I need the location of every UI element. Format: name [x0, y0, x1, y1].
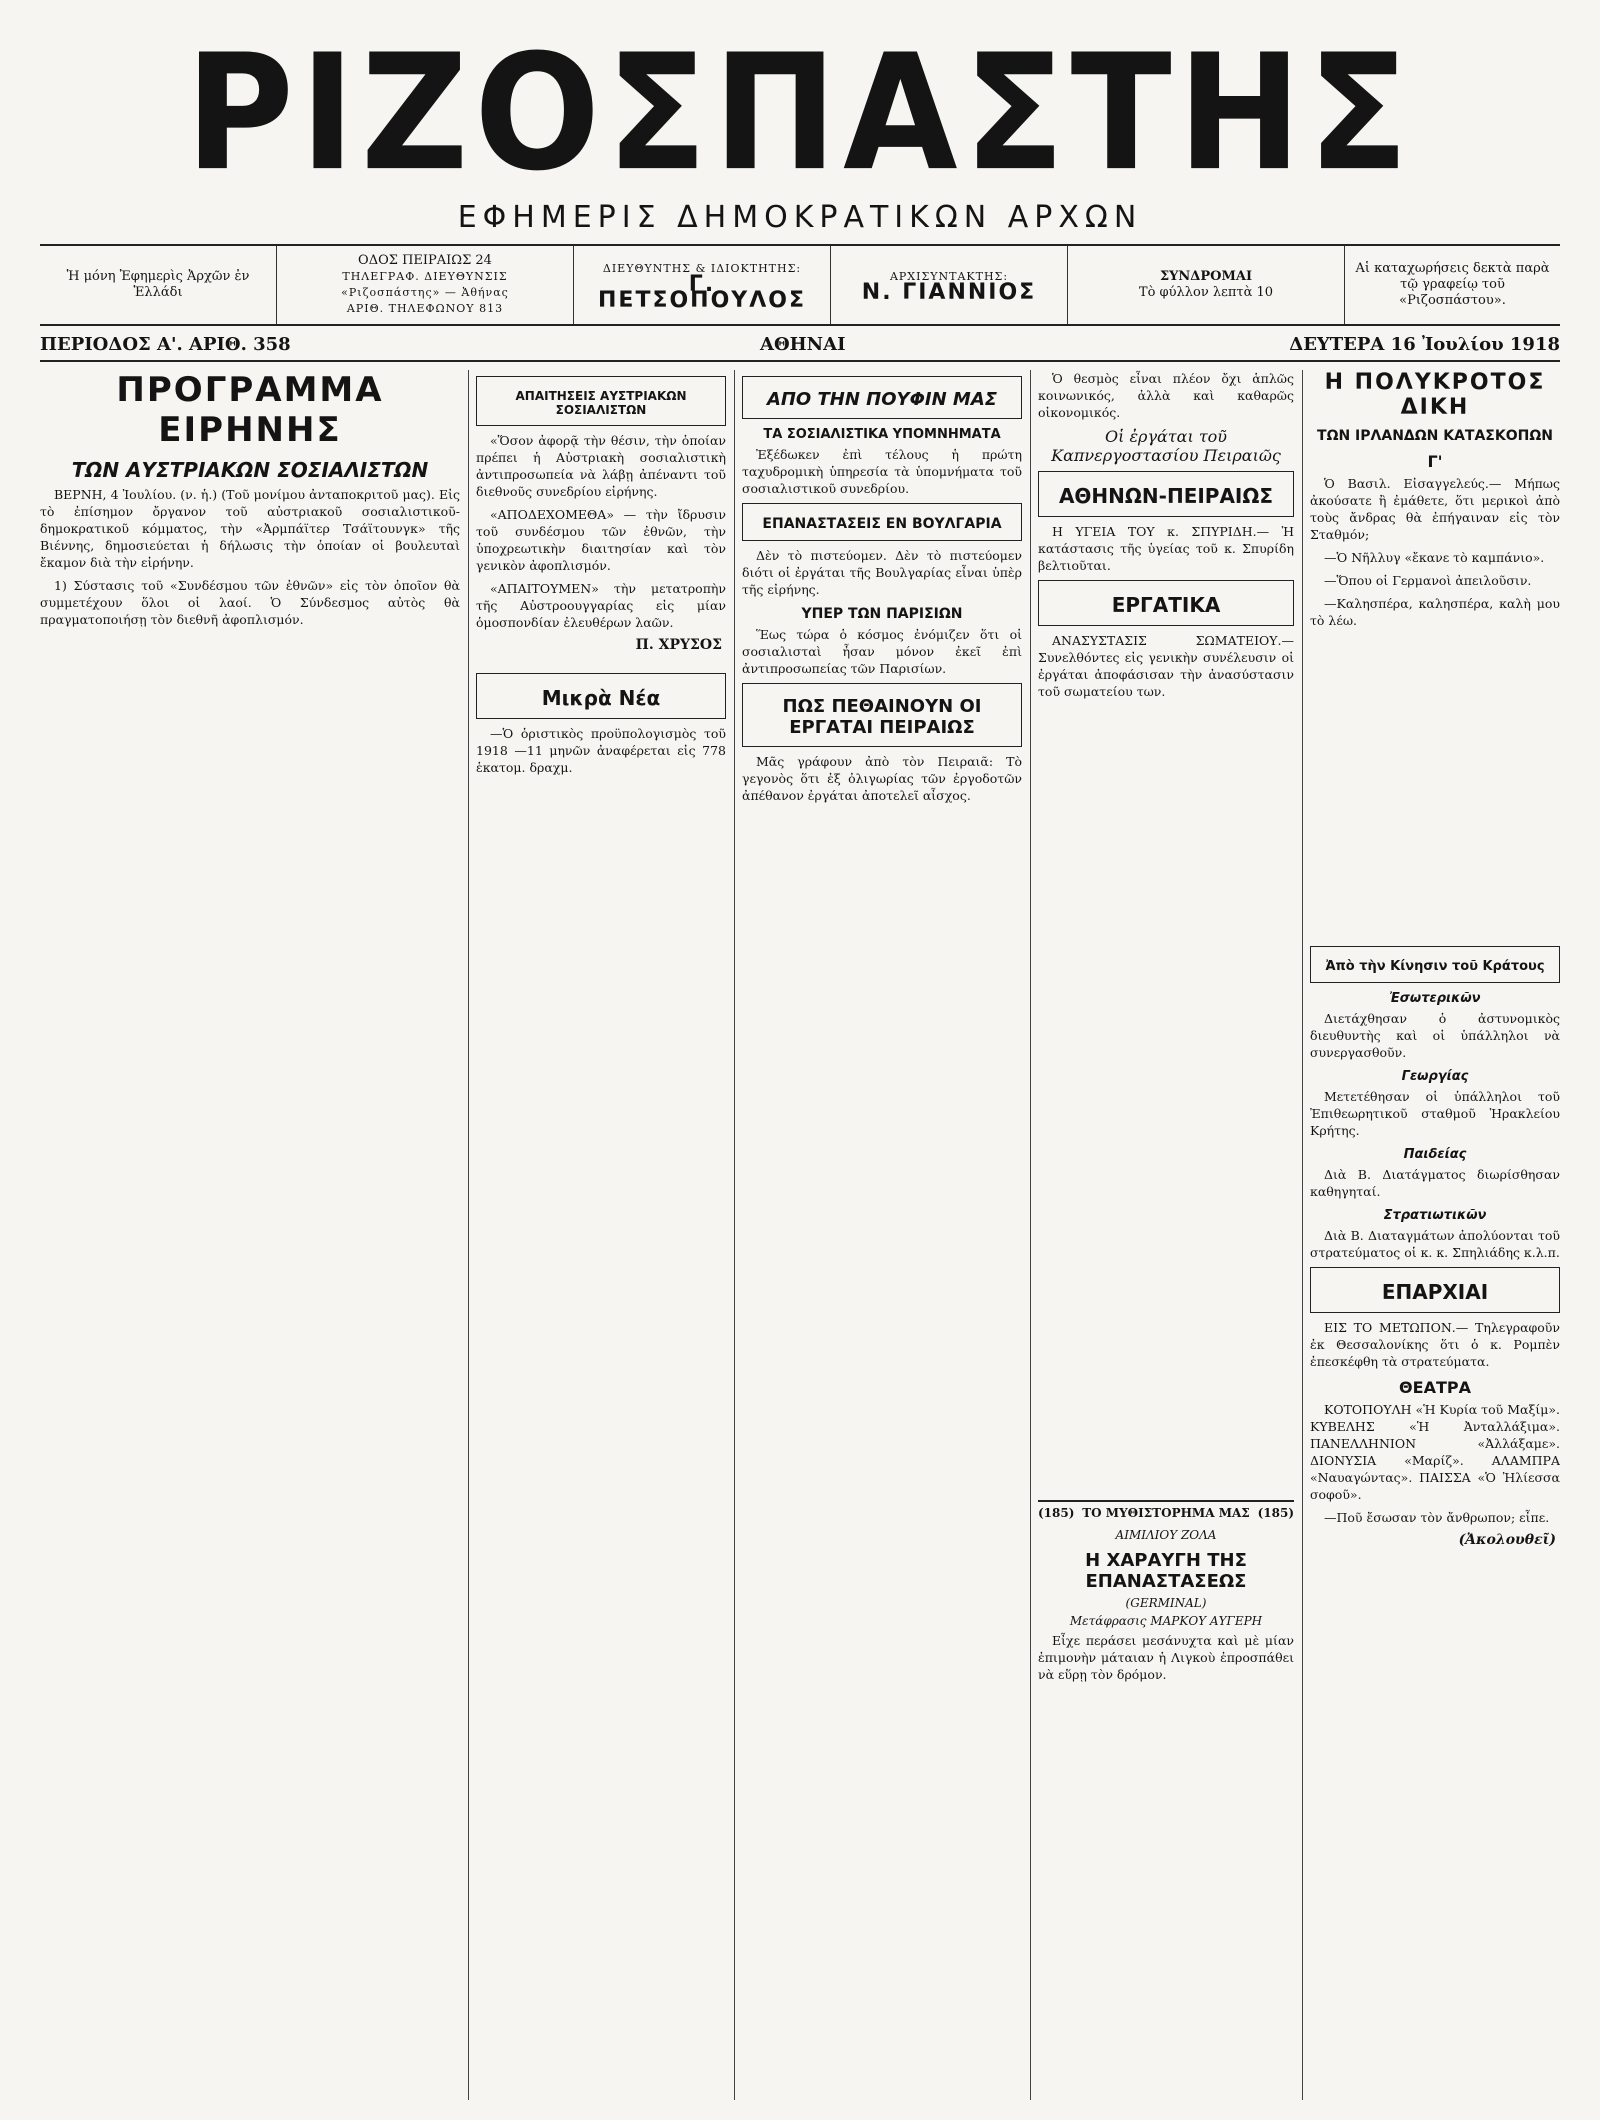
serial-header — [1038, 1502, 1294, 1524]
dateline — [40, 330, 1560, 362]
column-demands — [476, 370, 726, 2100]
article-signature: Οἱ ἐργάται τοῦ Καπνεργοστασίου Πειραιῶς — [1051, 427, 1281, 465]
from-column-box — [742, 376, 1022, 419]
subscriptions-cell — [1068, 246, 1345, 324]
article-paragraph: «ΑΠΑΙΤΟΥΜΕΝ» τὴν μετατροπὴν τῆς Αὐστροουγγαρίας εἰς μίαν ὁμοσπονδίαν ἐλευθέρων λαῶν. — [476, 581, 726, 630]
state-news-heading: Ἀπὸ τὴν Κίνησιν τοῦ Κράτους — [1325, 959, 1545, 974]
serial-number-right: (185) — [1257, 1506, 1294, 1520]
serial-author: ΑΙΜΙΛΙΟΥ ΖΟΛΑ — [1115, 1528, 1217, 1542]
subhead-irish-spies: ΤΩΝ ΙΡΛΑΝΔΩΝ ΚΑΤΑΣΚΟΠΩΝ — [1317, 428, 1553, 444]
article-paragraph: Ἐξέδωκεν ἐπὶ τέλους ἡ πρώτη ταχυδρομικὴ ὑπηρεσία τὰ ὑπομνήματα τοῦ σοσιαλιστικοῦ συνεδρίου. — [742, 447, 1022, 496]
theaters-heading: ΘΕΑΤΡΑ — [1399, 1378, 1471, 1397]
article-paragraph: —Ὅπου οἱ Γερμανοὶ ἀπειλοῦσιν. — [1324, 573, 1532, 588]
piraeus-workers-heading: ΠΩΣ ΠΕΘΑΙΝΟΥΝ ΟΙ ΕΡΓΑΤΑΙ ΠΕΙΡΑΙΩΣ — [782, 696, 982, 738]
article-paragraph: ΕΙΣ ΤΟ ΜΕΤΩΠΟΝ.— Τηλεγραφοῦν ἐκ Θεσσαλονίκης ὅτι ὁ κ. Ρομπὲν ἐπεσκέφθη τὰ στρατεύματα. — [1310, 1320, 1560, 1369]
subhead-austrian-socialists: ΤΩΝ ΑΥΣΤΡΙΑΚΩΝ ΣΟΣΙΑΛΙΣΤΩΝ — [71, 458, 429, 482]
theater-listings: ΚΟΤΟΠΟΥΛΗ «Ἡ Κυρία τοῦ Μαξίμ». ΚΥΒΕΛΗΣ «Ἡ Ἀνταλλάξιμα». ΠΑΝΕΛΛΗΝΙΟΝ «Ἀλλάξαμε». ΔΙΟΝΥΣΙΑ «Μαρίζ». ΑΛΑΜΠΡΑ «Ναυαγώντας». ΠΑΙΣΣΑ «Ὁ Ἠλίεσσα σοφοῦ». — [1310, 1402, 1560, 1502]
article-paragraph: —Καλησπέρα, καλησπέρα, καλὴ μου τὸ λέω. — [1310, 596, 1560, 628]
newspaper-subtitle: ΕΦΗΜΕΡΙΣ ΔΗΜΟΚΡΑΤΙΚΩΝ ΑΡΧΩΝ — [457, 200, 1143, 235]
issue-number: ΠΕΡΙΟΔΟΣ Α'. ΑΡΙΘ. 358 — [40, 334, 291, 355]
continued-note: (Ἀκολουθεῖ) — [1458, 1532, 1556, 1548]
bulgaria-heading: ΕΠΑΝΑΣΤΑΣΕΙΣ ΕΝ ΒΟΥΛΓΑΡΙΑ — [762, 516, 1002, 532]
address-cell — [277, 246, 574, 324]
news-heading: Μικρὰ Νέα — [541, 686, 661, 710]
provinces-box — [1310, 1267, 1560, 1313]
director-label: ΔΙΕΥΘΥΝΤΗΣ & ΙΔΙΟΚΤΗΤΗΣ: — [602, 262, 802, 275]
piraeus-workers-box — [742, 683, 1022, 747]
column-rule — [1302, 370, 1303, 2100]
editor-label: ΑΡΧΙΣΥΝΤΑΚΤΗΣ: — [889, 270, 1009, 283]
column-from-column — [742, 370, 1022, 2100]
article-paragraph: Ὁ Βασιλ. Εἰσαγγελεύς.— Μήπως ἀκούσατε ἢ ἐμάθετε, ὅτι μερικοὶ ἀπὸ τοὺς ἄνδρας θὰ ἐπήγαιναν εἰς τὸν Σταθμόν; — [1310, 476, 1560, 542]
info-bar — [40, 244, 1560, 326]
column-rule — [1030, 370, 1031, 2100]
signature: Π. ΧΡΥΣΟΣ — [635, 637, 722, 653]
article-paragraph: Μετετέθησαν οἱ ὑπάλληλοι τοῦ Ἐπιθεωρητικοῦ σταθμοῦ Ἡρακλείου Κρήτης. — [1310, 1089, 1560, 1138]
serial-novel — [1038, 1500, 1294, 2102]
address-line1: ΟΔΟΣ ΠΕΙΡΑΙΩΣ 24 — [358, 253, 492, 268]
serial-number-left: (185) — [1038, 1506, 1075, 1520]
ads-cell — [1345, 246, 1560, 324]
motto-cell — [40, 246, 277, 324]
demands-heading: ΑΠΑΙΤΗΣΕΙΣ ΑΥΣΤΡΙΑΚΩΝ ΣΟΣΙΑΛΙΣΤΩΝ — [515, 389, 687, 417]
bulgaria-box — [742, 503, 1022, 541]
serial-original-title: (GERMINAL) — [1125, 1596, 1207, 1610]
issue-date: ΔΕΥΤΕΡΑ 16 Ἰουλίου 1918 — [1289, 334, 1560, 355]
column-rule — [468, 370, 469, 2100]
news-box — [476, 673, 726, 719]
article-paragraph: Μᾶς γράφουν ἀπὸ τὸν Πειραιᾶ: Τὸ γεγονὸς ὅτι ἐξ ὀλιγωρίας τῶν ἐργοδοτῶν ἀπέθανον ἐργάται ἀποτελεῖ αἶσχος. — [742, 754, 1022, 803]
ads-note: Αἱ καταχωρήσεις δεκτὰ παρὰ τῷ γραφείῳ τοῦ «Ριζοσπάστου». — [1355, 261, 1550, 308]
column-rule — [734, 370, 735, 2100]
article-paragraph: Ὁ θεσμὸς εἶναι πλέον ὄχι ἁπλῶς κοινωνικός, ἀλλὰ καὶ καθαρῶς οἰκονομικός. — [1038, 371, 1294, 420]
editor-name: Ν. ΓΙΑΝΝΙΟΣ — [861, 280, 1037, 305]
address-line2: ΤΗΛΕΓΡΑΦ. ΔΙΕΥΘΥΝΣΙΣ — [342, 270, 508, 283]
director-name: Γ. ΠΕΤΣΟΠΟΥΛΟΣ — [598, 272, 806, 313]
article-paragraph: Δὲν τὸ πιστεύομεν. Δὲν τὸ πιστεύομεν διότι οἱ ἐργάται τῆς Βουλγαρίας εἶναι ὑπὲρ τῆς εἰρήνης. — [742, 548, 1022, 597]
provinces-heading: ΕΠΑΡΧΙΑΙ — [1381, 1280, 1489, 1304]
from-column-heading: ΑΠΟ ΤΗΝ ΠΟΥΦΙΝ ΜΑΣ — [766, 389, 998, 410]
masthead — [0, 0, 1600, 240]
article-paragraph: «ΑΠΟΔΕΧΟΜΕΘΑ» — τὴν ἴδρυσιν τοῦ συνδέσμου τῶν ἐθνῶν, τὴν ὑποχρεωτικὴν διαιτησίαν καὶ τὸν γενικὸν ἀφοπλισμόν. — [476, 507, 726, 573]
article-paragraph: «Ὅσον ἀφορᾷ τὴν θέσιν, τὴν ὁποίαν πρέπει ἡ Αὐστριακὴ σοσιαλιστικὴ ἀντιπροσωπεία νὰ λάβῃ ἀπέναντι τοῦ διεθνοῦς συνεδρίου εἰρήνης. — [476, 433, 726, 499]
address-line4: ΑΡΙΘ. ΤΗΛΕΦΩΝΟΥ 813 — [346, 302, 504, 315]
subscriptions-note: Τὸ φύλλον λεπτὰ 10 — [1138, 285, 1274, 300]
article-paragraph: Διὰ Β. Διαταγμάτων ἀπολύονται τοῦ στρατεύματος οἱ κ. κ. Σπηλιάδης κ.λ.π. — [1310, 1228, 1560, 1260]
director-cell — [574, 246, 831, 324]
subscriptions-label: ΣΥΝΔΡΟΜΑΙ — [1159, 269, 1253, 284]
city: ΑΘΗΝΑΙ — [760, 334, 846, 355]
column-irish-trial — [1310, 370, 1560, 930]
article-paragraph: —Ὁ Νῆλλυγ «ἔκανε τὸ καμπάνιο». — [1324, 550, 1545, 565]
article-paragraph: Η ΥΓΕΙΑ ΤΟΥ κ. ΣΠΥΡΙΔΗ.— Ἡ κατάστασις τῆς ὑγείας τοῦ κ. Σπυρίδη βελτιοῦται. — [1038, 524, 1294, 573]
article-paragraph: Διὰ Β. Διατάγματος διωρίσθησαν καθηγηταί. — [1310, 1167, 1560, 1199]
serial-paragraph: Εἶχε περάσει μεσάνυχτα καὶ μὲ μίαν ἐπιμονὴν μάταιαν ἡ Λιγκοὺ ἐπροσπάθει νὰ εὕρῃ τὸν δρόμον. — [1038, 1633, 1294, 1682]
state-news-box — [1310, 946, 1560, 983]
military-heading: Στρατιωτικῶν — [1383, 1208, 1487, 1223]
athens-piraeus-heading: ΑΘΗΝΩΝ-ΠΕΙΡΑΙΩΣ — [1058, 484, 1274, 508]
news-paragraph: —Ὁ ὁριστικὸς προϋπολογισμὸς τοῦ 1918 —11 μηνῶν ἀναφέρεται εἰς 778 ἑκατομ. δραχμ. — [476, 726, 726, 775]
socialist-memoranda-heading: ΤΑ ΣΟΣΙΑΛΙΣΤΙΚΑ ΥΠΟΜΝΗΜΑΤΑ — [763, 427, 1001, 442]
paris-heading: ΥΠΕΡ ΤΩΝ ΠΑΡΙΣΙΩΝ — [801, 606, 963, 622]
agriculture-heading: Γεωργίας — [1401, 1069, 1469, 1084]
article-paragraph: Ἕως τώρα ὁ κόσμος ἐνόμιζεν ὅτι οἱ σοσιαλισταὶ ἦσαν μόνον ἐκεῖ ἐπὶ ἀντιπροσωπείας τῶν Παρισίων. — [742, 627, 1022, 676]
labor-box — [1038, 580, 1294, 626]
interior-heading: Ἐσωτερικῶν — [1389, 991, 1481, 1006]
newspaper-title: ΡΙΖΟΣΠΑΣΤΗΣ — [185, 20, 1415, 206]
article-paragraph: ΑΝΑΣΥΣΤΑΣΙΣ ΣΩΜΑΤΕΙΟΥ.— Συνελθόντες εἰς γενικὴν συνέλευσιν οἱ ἐργάται ἀποφάσισαν τὴν ἀνασύστασιν τοῦ σωματείου των. — [1038, 633, 1294, 699]
labor-heading: ΕΡΓΑΤΙΚΑ — [1111, 593, 1221, 617]
education-heading: Παιδείας — [1403, 1147, 1467, 1162]
serial-label: ΤΟ ΜΥΘΙΣΤΟΡΗΜΑ ΜΑΣ — [1082, 1506, 1250, 1520]
column-local-news — [1038, 370, 1294, 1290]
headline-irish-trial: Η ΠΟΛΥΚΡΟΤΟΣ ΔΙΚΗ — [1324, 370, 1546, 420]
serial-title: Η ΧΑΡΑΥΓΗ ΤΗΣ ΕΠΑΝΑΣΤΑΣΕΩΣ — [1085, 1550, 1247, 1592]
serial-translator: Μετάφρασις ΜΑΡΚΟΥ ΑΥΓΕΡΗ — [1069, 1614, 1263, 1628]
editor-cell — [831, 246, 1068, 324]
headline-peace-program: ΠΡΟΓΡΑΜΜΑ ΕΙΡΗΝΗΣ — [116, 370, 384, 450]
column-peace-program — [40, 370, 460, 2100]
motto: Ἡ μόνη Ἐφημερὶς Ἀρχῶν ἐν Ἑλλάδι — [66, 269, 250, 300]
demands-box — [476, 376, 726, 426]
article-paragraph: Διετάχθησαν ὁ ἀστυνομικὸς διευθυντὴς καὶ οἱ ὑπάλληλοι νὰ συνεργασθοῦν. — [1310, 1011, 1560, 1060]
athens-piraeus-box — [1038, 471, 1294, 517]
article-paragraph: ΒΕΡΝΗ, 4 Ἰουλίου. (ν. ἡ.) (Τοῦ μονίμου ἀνταποκριτοῦ μας). Εἰς τὸ ἐπίσημον ὄργανον τοῦ αὐστριακοῦ σοσιαλιστικοῦ-δημοκρατικοῦ κόμματος, τὴν «Ἀρμπάϊτερ Τσάϊτουνγκ» τῆς Βιέννης, δημοσιεύεται ἡ δήλωσις τὴν ὁποίαν οἱ βουλευταὶ ἔκαμον διὰ τὴν εἰρήνην. — [40, 487, 460, 570]
article-paragraph: 1) Σύστασις τοῦ «Συνδέσμου τῶν ἐθνῶν» εἰς τὸν ὁποῖον θὰ συμμετέχουν ὅλοι οἱ λαοί. Ὁ Σύνδεσμος αὐτὸς θὰ πραγματοποιήσῃ τὸν διεθνῆ ἀφοπλισμόν. — [40, 578, 460, 627]
section-number: Γ' — [1427, 452, 1443, 471]
column-state-news — [1310, 940, 1560, 2100]
address-line3: «Ριζοσπάστης» — Ἀθήνας — [341, 286, 509, 299]
article-paragraph: —Ποῦ ἔσωσαν τὸν ἄνθρωπον; εἶπε. — [1324, 1510, 1550, 1525]
